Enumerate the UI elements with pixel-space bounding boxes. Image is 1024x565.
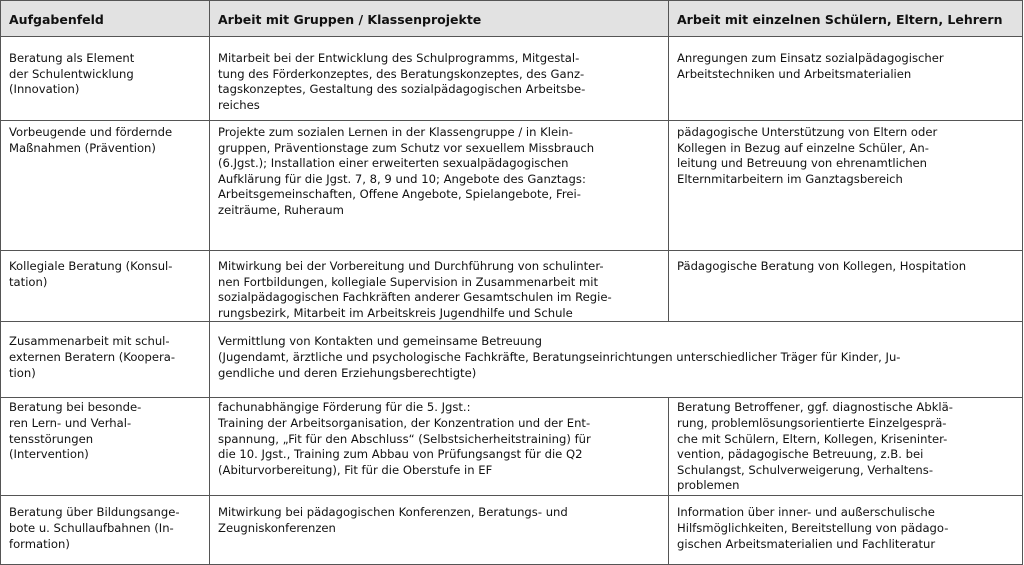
individual-work-cell: pädagogische Unterstützung von Eltern oder Kollegen in Bezug auf einzelne Schüler, An- leitung und Betreuung von ehrenamtlichen Elternmitarbeitern im Ganztagsbereich [669, 121, 1023, 251]
group-work-cell: Mitwirkung bei der Vorbereitung und Durchführung von schulinter- nen Fortbildungen, kollegiale Supervision in Zusammenarbeit mit sozialpädagogischen Fachkräften anderer Gesamtschulen im Regie- rungsbezirk, Mitarbeit im Arbeitskreis Jugendhilfe und Schule [210, 251, 669, 322]
individual-work-cell: Information über inner- und außerschulische Hilfsmöglichkeiten, Bereitstellung von pädago- gischen Arbeitsmaterialien und Fachliteratur [669, 496, 1023, 565]
merged-work-cell: Vermittlung von Kontakten und gemeinsame Betreuung (Jugendamt, ärztliche und psychologische Fachkräfte, Beratungseinrichtungen unterschiedlicher Träger für Kinder, Ju- gendliche und deren Erziehungsberechtigte) [210, 322, 1023, 398]
task-field-cell: Vorbeugende und fördernde Maßnahmen (Prävention) [1, 121, 210, 251]
table-row [1, 37, 1023, 121]
task-field-cell: Beratung über Bildungsange- bote u. Schullaufbahnen (In- formation) [1, 496, 210, 565]
task-field-cell: Beratung als Element der Schulentwicklung (Innovation) [1, 37, 210, 121]
individual-work-cell: Pädagogische Beratung von Kollegen, Hospitation [669, 251, 1023, 322]
individual-work-cell: Beratung Betroffener, ggf. diagnostische Abklä- rung, problemlösungsorientierte Einzelgesprä- che mit Schülern, Eltern, Kollegen, Kriseninter- vention, pädagogische Betreuung, z.B. bei Schulangst, Schulverweigerung, Verhaltens- problemen [669, 398, 1023, 496]
group-work-cell: Mitarbeit bei der Entwicklung des Schulprogramms, Mitgestal- tung des Förderkonzeptes, des Beratungskonzeptes, des Ganz- tagskonzeptes, Gestaltung des sozialpädagogischen Arbeitsbe- reiches [210, 37, 669, 121]
header-task-field: Aufgabenfeld [1, 1, 210, 37]
task-field-cell: Zusammenarbeit mit schul- externen Beratern (Koopera- tion) [1, 322, 210, 398]
task-field-cell: Kollegiale Beratung (Konsul- tation) [1, 251, 210, 322]
group-work-cell: Mitwirkung bei pädagogischen Konferenzen, Beratungs- und Zeugniskonferenzen [210, 496, 669, 565]
table-row [1, 251, 1023, 322]
group-work-cell: Projekte zum sozialen Lernen in der Klassengruppe / in Klein- gruppen, Präventionstage zum Schutz vor sexuellem Missbrauch (6.Jgst.); Installation einer erweiterten sexualpädagogischen Aufklärung für die Jgst. 7, 8, 9 und 10; Angebote des Ganztags: Arbeitsgemeinschaften, Offene Angebote, Spielangebote, Frei- zeiträume, Ruheraum [210, 121, 669, 251]
group-work-cell: fachunabhängige Förderung für die 5. Jgst.: Training der Arbeitsorganisation, der Konzentration und der Ent- spannung, „Fit für den Abschluss“ (Selbstsicherheitstraining) für die 10. Jgst., Training zum Abbau von Prüfungsangst für die Q2 (Abiturvorbereitung), Fit für die Oberstufe in EF [210, 398, 669, 496]
table-header-row [1, 1, 1023, 37]
table-row [1, 322, 1023, 398]
table-row [1, 398, 1023, 496]
table-row [1, 496, 1023, 565]
header-group-work: Arbeit mit Gruppen / Klassenprojekte [210, 1, 669, 37]
header-individual-work: Arbeit mit einzelnen Schülern, Eltern, Lehrern [669, 1, 1023, 37]
individual-work-cell: Anregungen zum Einsatz sozialpädagogischer Arbeitstechniken und Arbeitsmaterialien [669, 37, 1023, 121]
task-field-cell: Beratung bei besonde- ren Lern- und Verhal- tensstörungen (Intervention) [1, 398, 210, 496]
table-row [1, 121, 1023, 251]
